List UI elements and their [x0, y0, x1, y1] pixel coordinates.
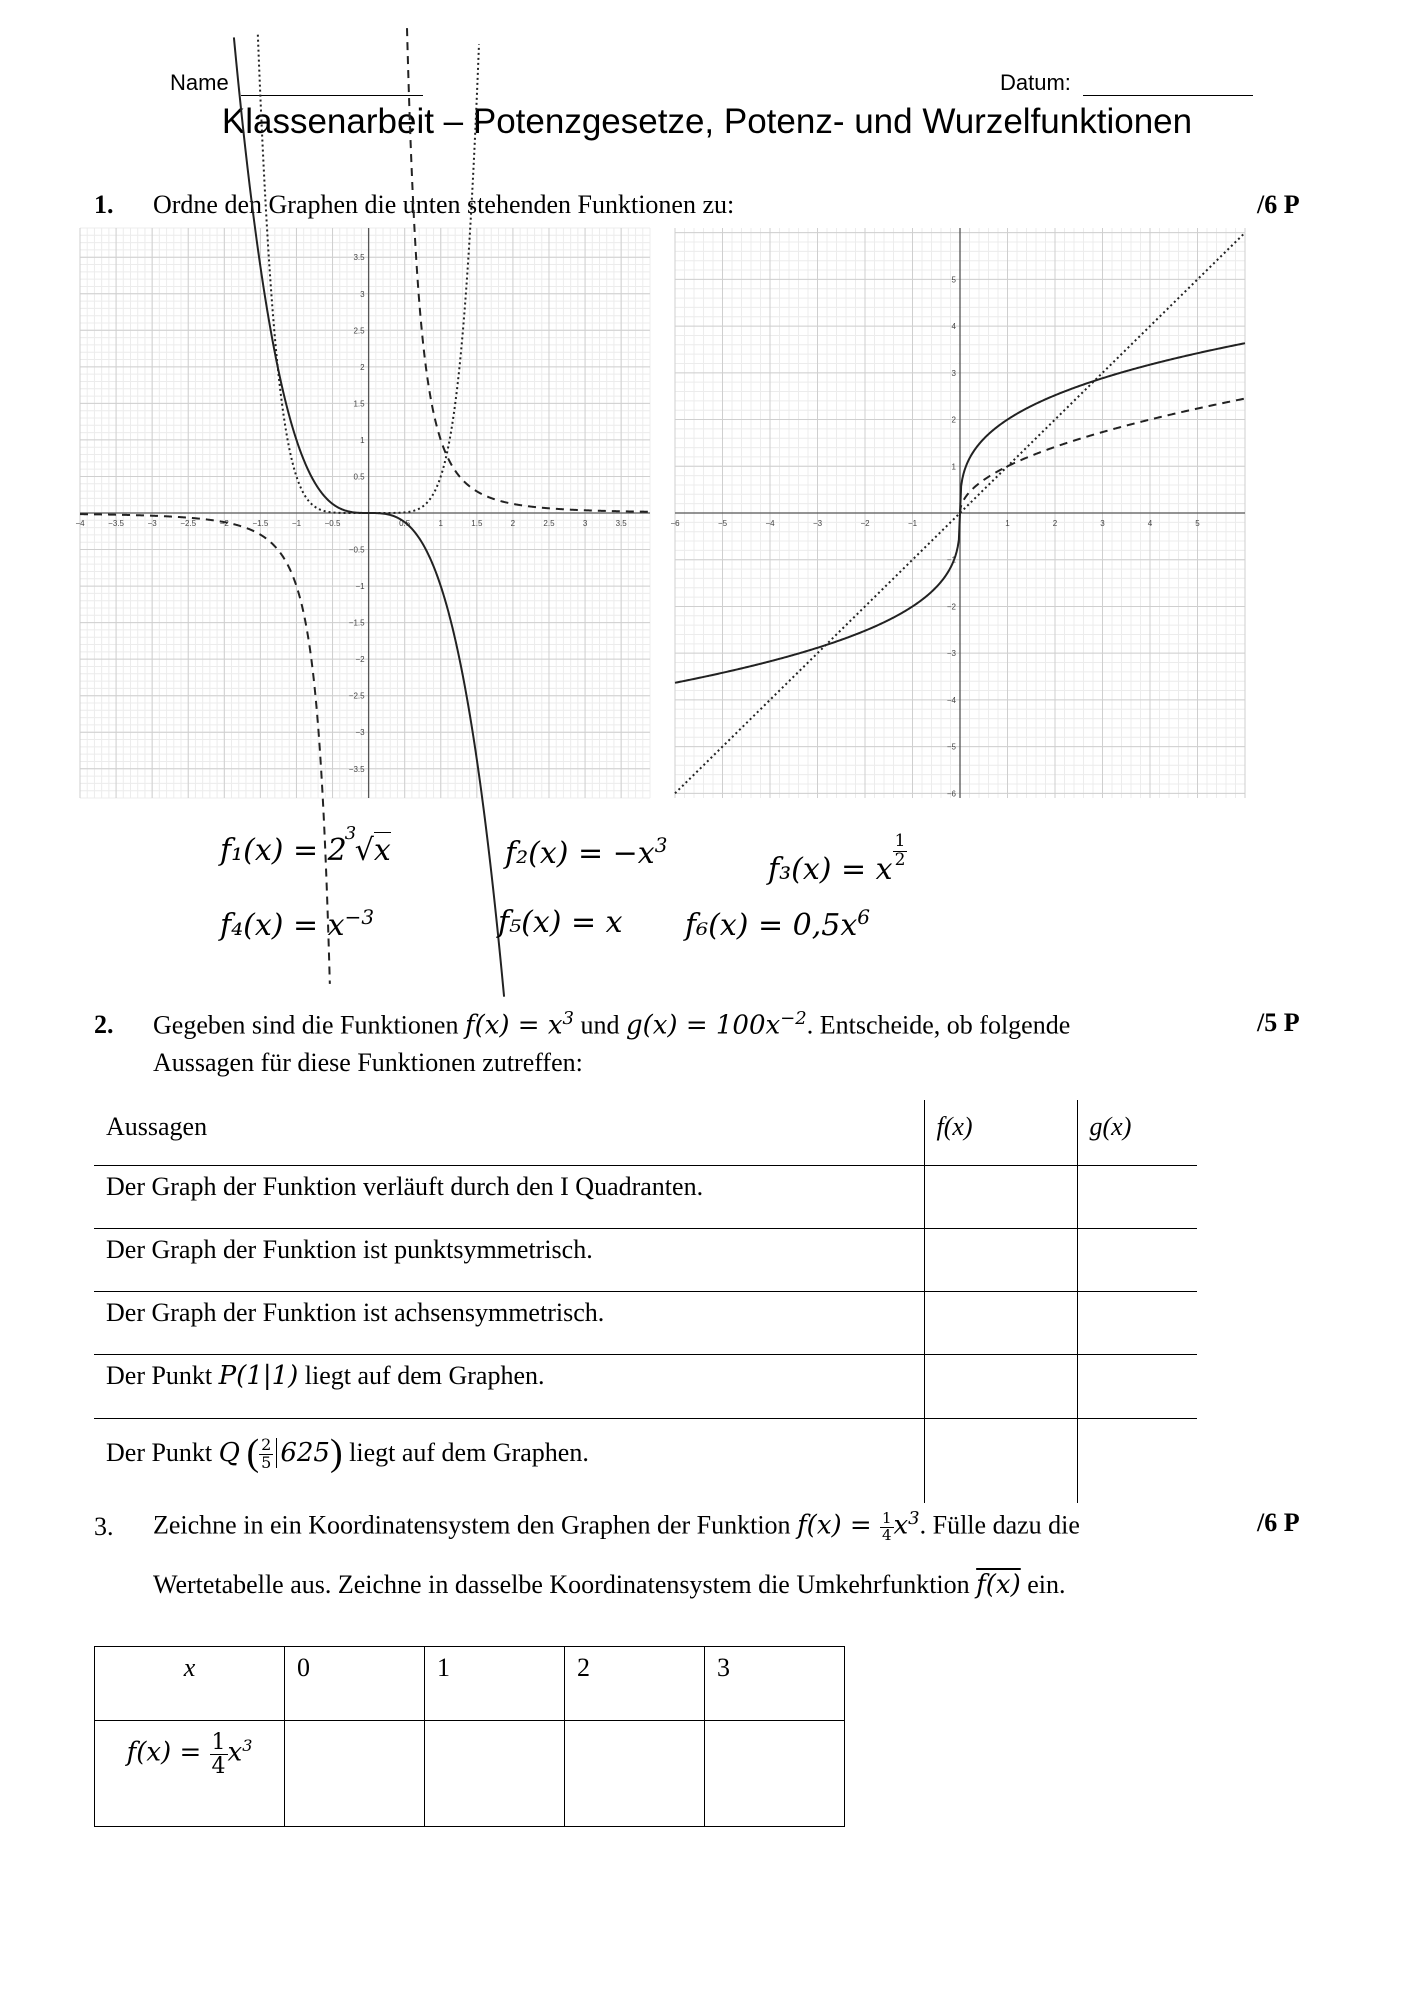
- x-tick-label: −2: [219, 519, 229, 528]
- x-tick-label: 2.5: [543, 519, 555, 528]
- x-tick-label: −3: [147, 519, 157, 528]
- answer-cell[interactable]: [1077, 1165, 1197, 1228]
- date-label: Datum:: [1000, 70, 1071, 95]
- gx-header: g(x): [1077, 1100, 1197, 1165]
- answer-cell[interactable]: [1077, 1291, 1197, 1354]
- x-value-cell: 1: [425, 1647, 565, 1721]
- statement-row-2: Der Graph der Funktion ist punktsymmetrisch.: [94, 1228, 924, 1291]
- y-tick-label: −2.5: [348, 691, 365, 701]
- graph-right: [670, 228, 1245, 799]
- name-label: Name: [170, 70, 229, 95]
- answer-cell[interactable]: [1077, 1354, 1197, 1418]
- x-tick-label: 2: [1052, 519, 1058, 528]
- name-line: [170, 70, 423, 96]
- function-f2: $f_2(x) = -x^3$: [505, 833, 668, 871]
- x-tick-label: 3: [582, 519, 588, 528]
- task3-text-line2: Wertetabelle aus. Zeichne in dasselbe Koordinatensystem die Umkehrfunktion f(x) ein.: [153, 1570, 1066, 1600]
- statements-table: [94, 1100, 1197, 1503]
- x-tick-label: 3.5: [615, 519, 627, 528]
- x-tick-label: −1.5: [252, 519, 269, 528]
- y-tick-label: 1: [951, 462, 956, 472]
- x-tick-label: −4: [765, 519, 775, 528]
- date-line: [1000, 70, 1253, 96]
- y-tick-label: −1: [946, 555, 956, 565]
- task2-points: /5 P: [1257, 1008, 1300, 1037]
- y-tick-label: −1: [355, 582, 365, 592]
- x-tick-label: −1: [907, 519, 918, 528]
- answer-cell[interactable]: [924, 1354, 1077, 1418]
- x-tick-label: 1: [1005, 519, 1010, 528]
- x-value-cell: 0: [285, 1647, 425, 1721]
- answer-cell[interactable]: [924, 1291, 1077, 1354]
- y-tick-label: 5: [951, 275, 956, 285]
- y-tick-label: 3.5: [353, 253, 365, 263]
- function-f3: f₃(x) = x $\frac{1}{2}$: [768, 831, 906, 887]
- task2-text: Gegeben sind die Funktionen $f(x) = x^3$ und $g(x) = 100x^{-2}$. Entscheide, ob folgende: [153, 1008, 1071, 1041]
- function-f1: f₁(x) = 2 3 √x: [220, 823, 391, 868]
- task2-text-line2: Aussagen für diese Funktionen zutreffen:: [153, 1048, 583, 1077]
- fx-value-cell[interactable]: [565, 1721, 705, 1827]
- x-tick-label: 4: [1147, 519, 1153, 528]
- statement-row-5: Der Punkt Q ( $\frac{2}{5}$ 625) liegt auf dem Graphen.: [94, 1418, 924, 1503]
- statement-row-4: Der Punkt P(1|1) liegt auf dem Graphen.: [94, 1354, 924, 1418]
- fx-value-cell[interactable]: [285, 1721, 425, 1827]
- y-tick-label: −3: [355, 728, 365, 738]
- task3-text: Zeichne in ein Koordinatensystem den Graphen der Funktion f(x) = $\frac{1}{4}$ $x^3$. Fülle dazu die: [153, 1508, 1080, 1545]
- function-f4: $f_4(x) = x^{-3}$: [220, 905, 375, 943]
- task2-number: 2.: [94, 1010, 114, 1039]
- answer-cell[interactable]: [1077, 1228, 1197, 1291]
- fx-value-cell[interactable]: [425, 1721, 565, 1827]
- task1-number: 1.: [94, 190, 114, 219]
- x-tick-label: −0.5: [324, 519, 341, 528]
- y-tick-label: 2: [951, 415, 956, 425]
- x-label-cell: x: [95, 1647, 285, 1721]
- task3-points: /6 P: [1257, 1508, 1300, 1537]
- x-tick-label: 1.5: [471, 519, 483, 528]
- answer-cell[interactable]: [924, 1228, 1077, 1291]
- x-tick-label: −1: [291, 519, 302, 528]
- date-field[interactable]: [1083, 74, 1253, 96]
- y-tick-label: −4: [946, 695, 956, 705]
- y-tick-label: 2: [360, 362, 365, 372]
- y-tick-label: −1.5: [348, 618, 365, 628]
- task1-points: /6 P: [1257, 190, 1300, 219]
- fx-label-cell: f(x) = $\frac{1}{4}$ $x^3$: [95, 1721, 285, 1827]
- y-tick-label: 3: [951, 368, 956, 378]
- x-tick-label: −3.5: [108, 519, 124, 528]
- y-tick-label: −5: [946, 742, 956, 752]
- answer-cell[interactable]: [1077, 1418, 1197, 1503]
- function-f6: $f_6(x) = 0,5x^6$: [685, 905, 871, 943]
- x-tick-label: −4: [75, 519, 85, 528]
- page-title: Klassenarbeit – Potenzgesetze, Potenz- und Wurzelfunktionen: [221, 102, 1193, 141]
- answer-cell[interactable]: [924, 1165, 1077, 1228]
- y-tick-label: −0.5: [348, 545, 365, 555]
- fx-value-cell[interactable]: [705, 1721, 845, 1827]
- x-tick-label: −6: [670, 519, 680, 528]
- x-tick-label: 1: [438, 519, 443, 528]
- y-tick-label: 4: [951, 322, 956, 332]
- statement-row-1: Der Graph der Funktion verläuft durch den I Quadranten.: [94, 1165, 924, 1228]
- y-tick-label: 0.5: [353, 472, 365, 482]
- statement-row-3: Der Graph der Funktion ist achsensymmetrisch.: [94, 1291, 924, 1354]
- task3-number: 3.: [94, 1512, 114, 1541]
- y-tick-label: −6: [946, 789, 956, 799]
- y-tick-label: −2: [946, 602, 956, 612]
- task1-text: Ordne den Graphen die unten stehenden Funktionen zu:: [153, 190, 735, 219]
- root-index: 3: [344, 823, 357, 844]
- y-tick-label: 1.5: [353, 399, 365, 409]
- name-field[interactable]: [241, 74, 423, 96]
- x-tick-label: 3: [1100, 519, 1105, 528]
- y-tick-label: −2: [355, 655, 365, 665]
- answer-cell[interactable]: [924, 1418, 1077, 1503]
- statements-header: Aussagen: [94, 1100, 924, 1165]
- y-tick-label: 2.5: [353, 326, 365, 336]
- fx-header: f(x): [924, 1100, 1077, 1165]
- x-tick-label: −2: [860, 519, 870, 528]
- x-tick-label: 5: [1195, 519, 1200, 528]
- y-tick-label: 1: [360, 435, 365, 445]
- x-tick-label: −5: [717, 519, 728, 528]
- graph-left: [75, 228, 650, 798]
- y-tick-label: −3.5: [348, 764, 365, 774]
- x-value-cell: 2: [565, 1647, 705, 1721]
- x-value-cell: 3: [705, 1647, 845, 1721]
- x-tick-label: 0.5: [399, 519, 411, 528]
- function-f5: f₅(x) = x: [498, 905, 623, 940]
- y-tick-label: 3: [360, 289, 365, 299]
- x-tick-label: 2: [510, 519, 516, 528]
- y-tick-label: −3: [946, 649, 956, 659]
- x-tick-label: −3: [812, 519, 823, 528]
- value-table: [94, 1646, 845, 1827]
- x-tick-label: −2.5: [180, 519, 197, 528]
